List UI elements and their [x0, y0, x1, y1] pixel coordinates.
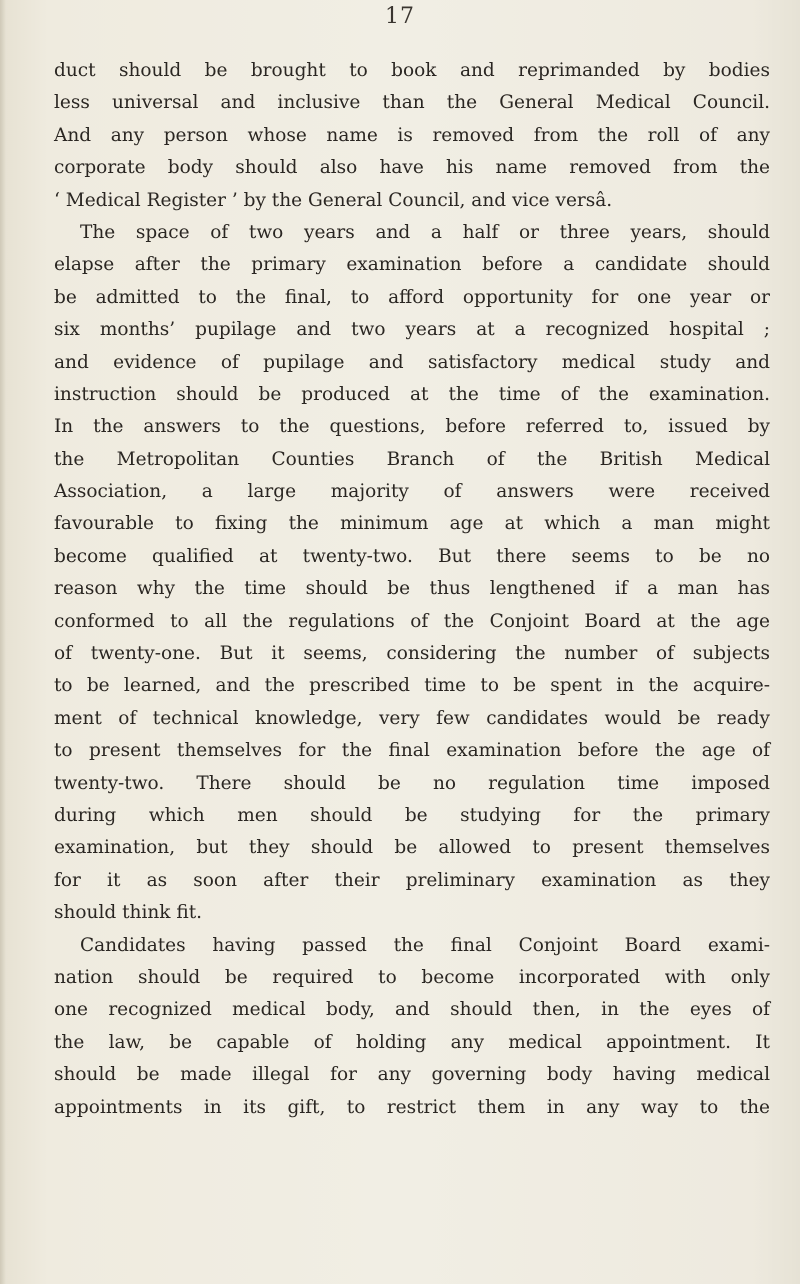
- text-line: of twenty-one. But it seems, considering the number of subjects: [54, 643, 770, 665]
- text-line: to be learned, and the prescribed time to be spent in the acquire-: [54, 675, 770, 697]
- page-number: 17: [385, 4, 415, 29]
- body-text: [54, 55, 770, 1124]
- text-line: should think fit.: [54, 902, 203, 924]
- text-line: and evidence of pupilage and satisfactory medical study and: [54, 351, 770, 373]
- text-line: during which men should be studying for the primary: [54, 804, 770, 826]
- text-line: less universal and inclusive than the General Medical Council.: [54, 92, 770, 114]
- text-line: duct should be brought to book and reprimanded by bodies: [54, 60, 770, 81]
- text-line: be admitted to the final, to afford opportunity for one year or: [54, 286, 770, 308]
- text-line: elapse after the primary examination before a candidate should: [54, 254, 770, 276]
- text-line: Association, a large majority of answers were received: [54, 481, 770, 503]
- text-line: instruction should be produced at the time of the examination.: [54, 383, 770, 405]
- text-line: reason why the time should be thus lengthened if a man has: [54, 578, 770, 600]
- text-line: favourable to fixing the minimum age at which a man might: [54, 513, 770, 535]
- text-line: for it as soon after their preliminary examination as they: [54, 869, 770, 891]
- text-line: become qualified at twenty-two. But there seems to be no: [54, 545, 770, 567]
- text-line: six months’ pupilage and two years at a recognized hospital ;: [54, 319, 770, 341]
- text-line: Candidates having passed the final Conjoint Board exami-: [80, 934, 770, 956]
- text-line: appointments in its gift, to restrict them in any way to the: [54, 1096, 770, 1118]
- text-line: one recognized medical body, and should then, in the eyes of: [54, 999, 770, 1021]
- text-line: ‘ Medical Register ’ by the General Council, and vice versâ.: [54, 189, 613, 211]
- text-line: the law, be capable of holding any medical appointment. It: [54, 1031, 770, 1053]
- text-line: twenty-two. There should be no regulation time imposed: [54, 772, 770, 794]
- text-line: conformed to all the regulations of the Conjoint Board at the age: [54, 610, 770, 632]
- text-line: The space of two years and a half or three years, should: [80, 221, 770, 243]
- text-line: the Metropolitan Counties Branch of the British Medical: [54, 448, 770, 470]
- text-line: ment of technical knowledge, very few candidates would be ready: [54, 707, 770, 729]
- text-line: nation should be required to become incorporated with only: [54, 966, 770, 988]
- text-line: to present themselves for the final examination before the age of: [54, 740, 770, 762]
- text-line: And any person whose name is removed from the roll of any: [54, 124, 770, 146]
- binding-edge: [0, 0, 6, 1284]
- text-line: examination, but they should be allowed to present themselves: [54, 837, 770, 859]
- text-line: In the answers to the questions, before referred to, issued by: [54, 416, 770, 438]
- text-line: corporate body should also have his name removed from the: [54, 157, 770, 179]
- text-line: should be made illegal for any governing body having medical: [54, 1064, 770, 1086]
